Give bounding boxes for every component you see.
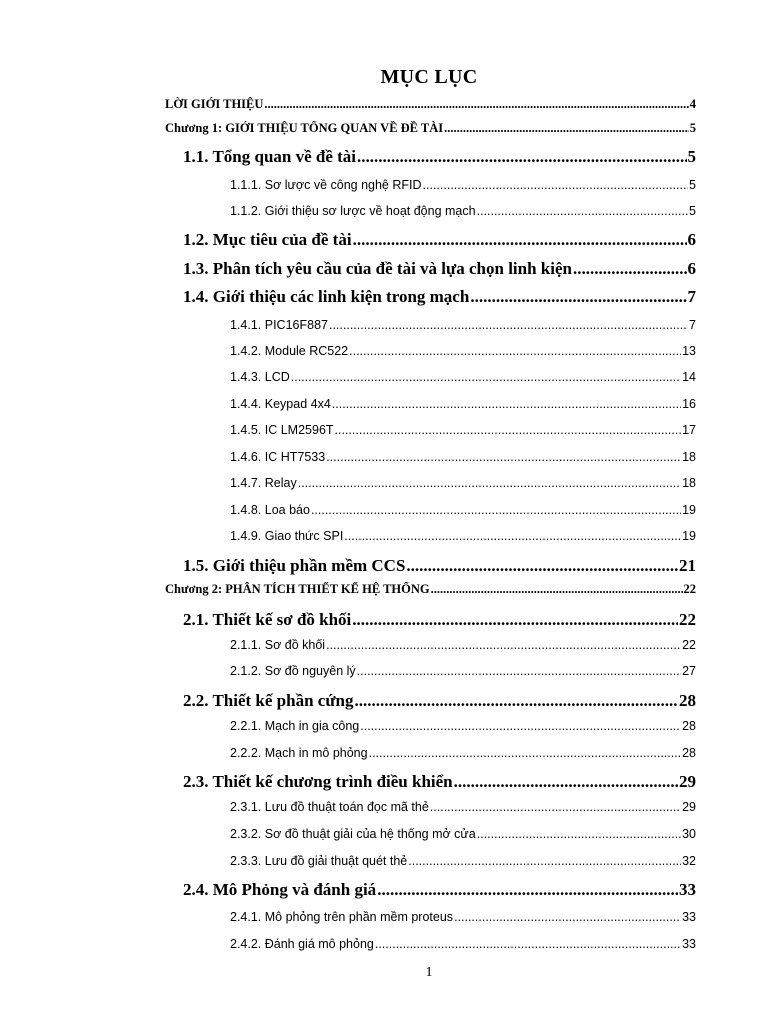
dot-leader bbox=[353, 230, 687, 250]
toc-entry-label: 2.3.1. Lưu đồ thuật toán đọc mã thẻ bbox=[230, 800, 429, 814]
dot-leader bbox=[335, 423, 682, 437]
dot-leader bbox=[477, 827, 681, 841]
toc-entry-page: 7 bbox=[689, 318, 696, 332]
toc-entry-page: 33 bbox=[679, 880, 696, 899]
toc-entry-label: 1.4.5. IC LM2596T bbox=[230, 423, 334, 437]
toc-entry[interactable] bbox=[183, 772, 696, 792]
toc-entry-label: 1.1.1. Sơ lược về công nghệ RFID bbox=[230, 178, 422, 192]
dot-leader bbox=[408, 854, 681, 868]
toc-entry[interactable] bbox=[165, 121, 696, 136]
toc-entry-label: 2.2. Thiết kế phần cứng bbox=[183, 691, 354, 710]
dot-leader bbox=[431, 582, 683, 597]
toc-entry-label: 1.5. Giới thiệu phần mềm CCS bbox=[183, 556, 406, 575]
toc-entry-page: 18 bbox=[682, 450, 696, 464]
dot-leader bbox=[470, 287, 686, 307]
dot-leader bbox=[454, 772, 678, 792]
toc-entry-page: 5 bbox=[689, 121, 696, 135]
toc-entry-label: 2.3. Thiết kế chương trình điều khiển bbox=[183, 772, 453, 791]
toc-entry-page: 17 bbox=[682, 423, 696, 437]
toc-entry-label: 2.4.1. Mô phỏng trên phần mềm proteus bbox=[230, 910, 454, 924]
toc-entry[interactable] bbox=[230, 910, 696, 924]
toc-entry-label: 2.1.1. Sơ đồ khối bbox=[230, 638, 326, 652]
toc-entry[interactable] bbox=[230, 854, 696, 868]
toc-entry-page: 33 bbox=[682, 937, 696, 951]
dot-leader bbox=[329, 318, 688, 332]
toc-entry-label: Chương 2: PHÂN TÍCH THIẾT KẾ HỆ THỐNG bbox=[165, 582, 430, 596]
dot-leader bbox=[477, 204, 688, 218]
toc-entry-page: 14 bbox=[682, 370, 696, 384]
toc-entry-page: 32 bbox=[682, 854, 696, 868]
toc-entry-label: 1.4.6. IC HT7533 bbox=[230, 450, 326, 464]
toc-entry-page: 19 bbox=[682, 529, 696, 543]
page-number: 1 bbox=[425, 965, 433, 980]
toc-entry[interactable] bbox=[183, 287, 696, 307]
toc-entry-label: 2.1.2. Sơ đồ nguyên lý bbox=[230, 664, 356, 678]
dot-leader bbox=[377, 880, 678, 900]
toc-entry[interactable] bbox=[230, 664, 696, 678]
toc-entry[interactable] bbox=[230, 370, 696, 384]
toc-entry-page: 19 bbox=[682, 503, 696, 517]
toc-entry-label: 1.1.2. Giới thiệu sơ lược về hoạt động mạch bbox=[230, 204, 476, 218]
toc-entry-page: 27 bbox=[682, 664, 696, 678]
toc-entry-page: 5 bbox=[689, 178, 696, 192]
toc-entry[interactable] bbox=[183, 259, 696, 279]
toc-entry-page: 29 bbox=[679, 772, 696, 791]
toc-entry[interactable] bbox=[230, 450, 696, 464]
toc-entry-label: 1.4.3. LCD bbox=[230, 370, 290, 384]
toc-entry-label: 1.4.2. Module RC522 bbox=[230, 344, 349, 358]
toc-entry[interactable] bbox=[183, 230, 696, 250]
toc-entry[interactable] bbox=[183, 556, 696, 576]
toc-entry-page: 28 bbox=[682, 746, 696, 760]
toc-entry-label: 1.3. Phân tích yêu cầu của đề tài và lựa chọn linh kiện bbox=[183, 259, 572, 278]
toc-entry-page: 28 bbox=[679, 691, 696, 710]
toc-entry-label: 2.1. Thiết kế sơ đồ khối bbox=[183, 610, 352, 629]
dot-leader bbox=[454, 910, 681, 924]
dot-leader bbox=[298, 476, 681, 490]
toc-entry[interactable] bbox=[230, 746, 696, 760]
toc-entry-page: 13 bbox=[682, 344, 696, 358]
toc-entry[interactable] bbox=[230, 937, 696, 951]
toc-entry-label: 2.4. Mô Phỏng và đánh giá bbox=[183, 880, 377, 899]
toc-entry-label: 2.3.2. Sơ đồ thuật giải của hệ thống mở cửa bbox=[230, 827, 476, 841]
toc-entry[interactable] bbox=[230, 178, 696, 192]
toc-entry[interactable] bbox=[230, 827, 696, 841]
dot-leader bbox=[354, 691, 678, 711]
dot-leader bbox=[360, 719, 681, 733]
dot-leader bbox=[352, 610, 678, 630]
dot-leader bbox=[423, 178, 689, 192]
toc-entry-page: 4 bbox=[689, 97, 696, 111]
dot-leader bbox=[344, 529, 681, 543]
toc-entry-label: 2.2.2. Mạch in mô phỏng bbox=[230, 746, 368, 760]
toc-entry[interactable] bbox=[165, 97, 696, 112]
toc-entry-page: 18 bbox=[682, 476, 696, 490]
toc-entry-label: Chương 1: GIỚI THIỆU TỔNG QUAN VỀ ĐỀ TÀI bbox=[165, 121, 444, 135]
dot-leader bbox=[444, 121, 689, 136]
toc-entry-label: 1.4.9. Giao thức SPI bbox=[230, 529, 344, 543]
toc-entry-page: 7 bbox=[687, 287, 696, 306]
dot-leader bbox=[573, 259, 687, 279]
dot-leader bbox=[332, 397, 681, 411]
toc-entry-page: 5 bbox=[687, 147, 696, 166]
dot-leader bbox=[430, 800, 681, 814]
toc-entry-page: 6 bbox=[687, 230, 696, 249]
toc-entry[interactable] bbox=[183, 147, 696, 167]
toc-entry-page: 16 bbox=[682, 397, 696, 411]
dot-leader bbox=[349, 344, 681, 358]
toc-entry-page: 33 bbox=[682, 910, 696, 924]
toc-entry-page: 22 bbox=[682, 638, 696, 652]
toc-entry[interactable] bbox=[230, 529, 696, 543]
toc-entry-page: 6 bbox=[687, 259, 696, 278]
toc-entry-label: 2.4.2. Đánh giá mô phỏng bbox=[230, 937, 374, 951]
toc-entry-label: 1.4.1. PIC16F887 bbox=[230, 318, 328, 332]
dot-leader bbox=[357, 147, 686, 167]
toc-entry[interactable] bbox=[183, 880, 696, 900]
dot-leader bbox=[375, 937, 681, 951]
toc-entry[interactable] bbox=[230, 719, 696, 733]
toc-entry[interactable] bbox=[165, 582, 696, 597]
toc-entry-label: 1.4.4. Keypad 4x4 bbox=[230, 397, 331, 411]
dot-leader bbox=[406, 556, 678, 576]
toc-entry-label: 1.4. Giới thiệu các linh kiện trong mạch bbox=[183, 287, 470, 306]
toc-entry-label: LỜI GIỚI THIỆU bbox=[165, 97, 264, 111]
toc-entry[interactable] bbox=[230, 638, 696, 652]
toc-entry-label: 1.1. Tổng quan về đề tài bbox=[183, 147, 357, 166]
toc-entry-page: 5 bbox=[689, 204, 696, 218]
toc-entry-page: 22 bbox=[679, 610, 696, 629]
dot-leader bbox=[369, 746, 682, 760]
toc-entry[interactable] bbox=[183, 691, 696, 711]
toc-entry-page: 28 bbox=[682, 719, 696, 733]
toc-entry[interactable] bbox=[230, 476, 696, 490]
dot-leader bbox=[357, 664, 681, 678]
dot-leader bbox=[326, 450, 681, 464]
toc-entry-label: 1.4.8. Loa báo bbox=[230, 503, 310, 517]
dot-leader bbox=[326, 638, 681, 652]
toc-entry[interactable] bbox=[230, 204, 696, 218]
toc-entry[interactable] bbox=[230, 503, 696, 517]
dot-leader bbox=[291, 370, 681, 384]
toc-entry[interactable] bbox=[183, 610, 696, 630]
toc-entry-page: 30 bbox=[682, 827, 696, 841]
toc-entry[interactable] bbox=[230, 397, 696, 411]
toc-entry[interactable] bbox=[230, 344, 696, 358]
toc-entry[interactable] bbox=[230, 800, 696, 814]
toc-entry[interactable] bbox=[230, 423, 696, 437]
toc-entry-page: 22 bbox=[683, 582, 696, 596]
dot-leader bbox=[311, 503, 681, 517]
dot-leader bbox=[264, 97, 688, 112]
toc-entry-page: 21 bbox=[679, 556, 696, 575]
toc-entry-label: 2.2.1. Mạch in gia công bbox=[230, 719, 360, 733]
toc-entry-label: 1.4.7. Relay bbox=[230, 476, 297, 490]
toc-title: MỤC LỤC bbox=[380, 66, 478, 88]
toc-entry-page: 29 bbox=[682, 800, 696, 814]
toc-entry-label: 1.2. Mục tiêu của đề tài bbox=[183, 230, 352, 249]
toc-entry-label: 2.3.3. Lưu đồ giải thuật quét thẻ bbox=[230, 854, 408, 868]
toc-entry[interactable] bbox=[230, 318, 696, 332]
